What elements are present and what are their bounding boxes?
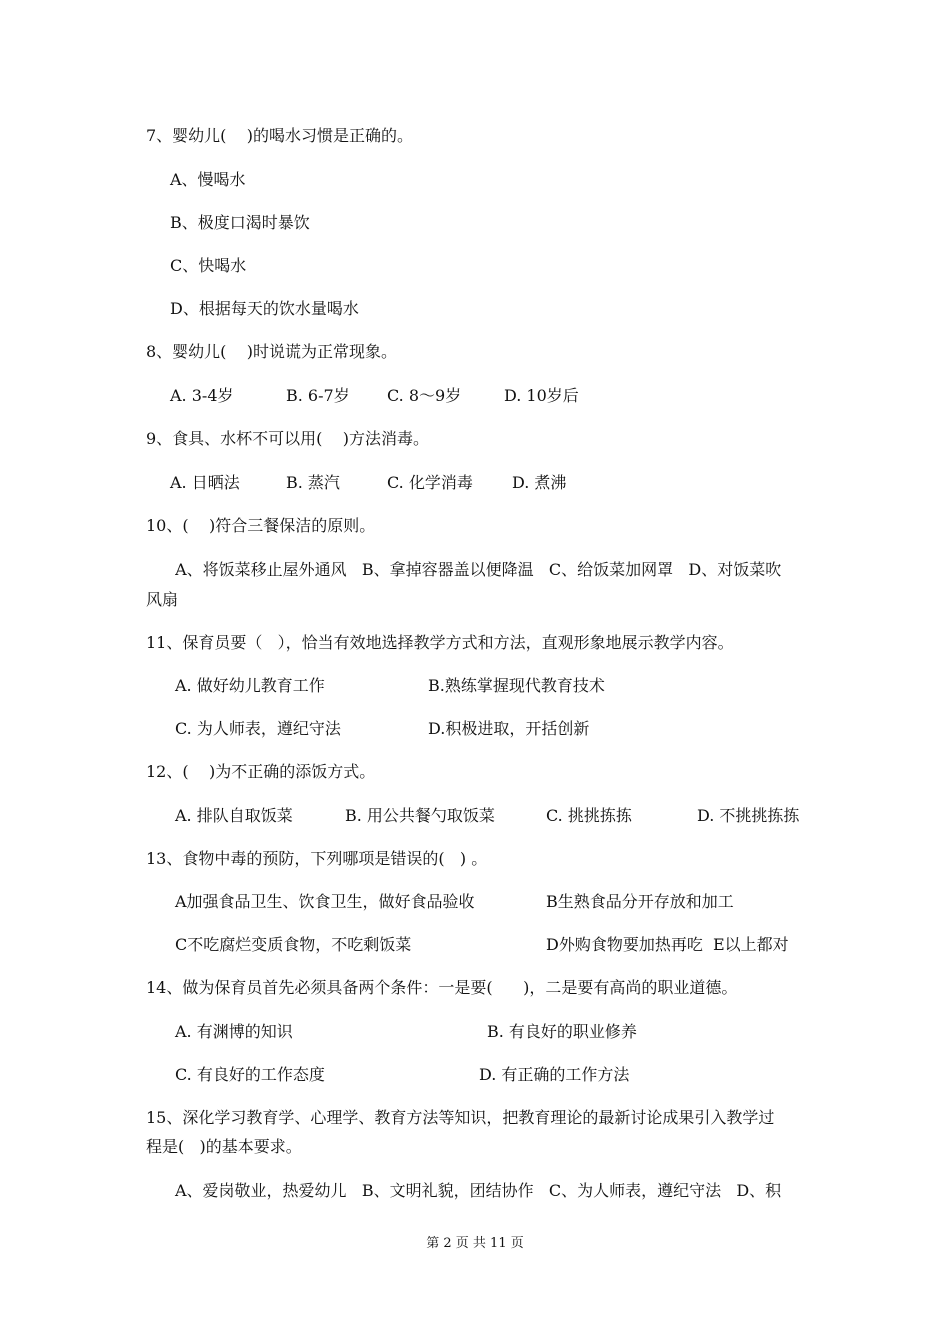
question-13: 13、食物中毒的预防，下列哪项是错误的( ) 。 [146,849,488,868]
option-12b: B. 用公共餐勺取饭菜 [345,806,495,825]
option-14d: D. 有正确的工作方法 [479,1065,630,1084]
option-11d: D.积极进取，开括创新 [428,719,590,738]
option-12a: A. 排队自取饭菜 [175,806,293,825]
option-14a: A. 有渊博的知识 [175,1022,293,1041]
option-13c: C不吃腐烂变质食物，不吃剩饭菜 [175,935,412,954]
option-14c: C. 有良好的工作态度 [175,1065,325,1084]
option-7c: C、快喝水 [170,256,247,275]
option-13a: A加强食品卫生、饮食卫生，做好食品验收 [175,892,475,911]
page-footer: 第 2 页 共 11 页 [426,1236,524,1251]
question-8: 8、婴幼儿( )时说谎为正常现象。 [146,342,398,361]
option-7d: D、根据每天的饮水量喝水 [170,299,359,318]
question-15-line2: 程是( )的基本要求。 [146,1137,302,1156]
question-14: 14、做为保育员首先必须具备两个条件：一是要( )，二是要有高尚的职业道德。 [146,978,738,997]
option-12d: D. 不挑挑拣拣 [697,806,800,825]
question-15-line1: 15、深化学习教育学、心理学、教育方法等知识，把教育理论的最新讨论成果引入教学过 [146,1108,775,1127]
question-10: 10、( )符合三餐保洁的原则。 [146,516,376,535]
option-7a: A、慢喝水 [170,170,246,189]
option-9b: B. 蒸汽 [286,473,340,492]
question-7: 7、婴幼儿( )的喝水习惯是正确的。 [146,126,414,145]
option-12c: C. 挑挑拣拣 [546,806,632,825]
options-10-line2: 风扇 [146,590,179,609]
option-9c: C. 化学消毒 [387,473,473,492]
option-11a: A. 做好幼儿教育工作 [175,676,325,695]
option-9d: D. 煮沸 [512,473,567,492]
option-8b: B. 6-7岁 [286,386,350,405]
option-8d: D. 10岁后 [504,386,579,405]
option-8c: C. 8～9岁 [387,386,462,405]
option-13d: D外购食物要加热再吃 E以上都对 [546,935,789,954]
option-11b: B.熟练掌握现代教育技术 [428,676,605,695]
option-8a: A. 3-4岁 [170,386,234,405]
option-9a: A. 日晒法 [170,473,240,492]
option-7b: B、极度口渴时暴饮 [170,213,310,232]
question-9: 9、食具、水杯不可以用( )方法消毒。 [146,429,430,448]
question-12: 12、( )为不正确的添饭方式。 [146,762,376,781]
option-11c: C. 为人师表，遵纪守法 [175,719,341,738]
option-14b: B. 有良好的职业修养 [487,1022,637,1041]
question-11: 11、保育员要（ ），恰当有效地选择教学方式和方法，直观形象地展示教学内容。 [146,633,734,652]
options-15-line1: A、爱岗敬业，热爱幼儿 B、文明礼貌，团结协作 C、为人师表，遵纪守法 D、积 [175,1181,782,1200]
options-10-line1: A、将饭菜移止屋外通风 B、拿掉容器盖以便降温 C、给饭菜加网罩 D、对饭菜吹 [170,560,782,579]
option-13b: B生熟食品分开存放和加工 [546,892,734,911]
